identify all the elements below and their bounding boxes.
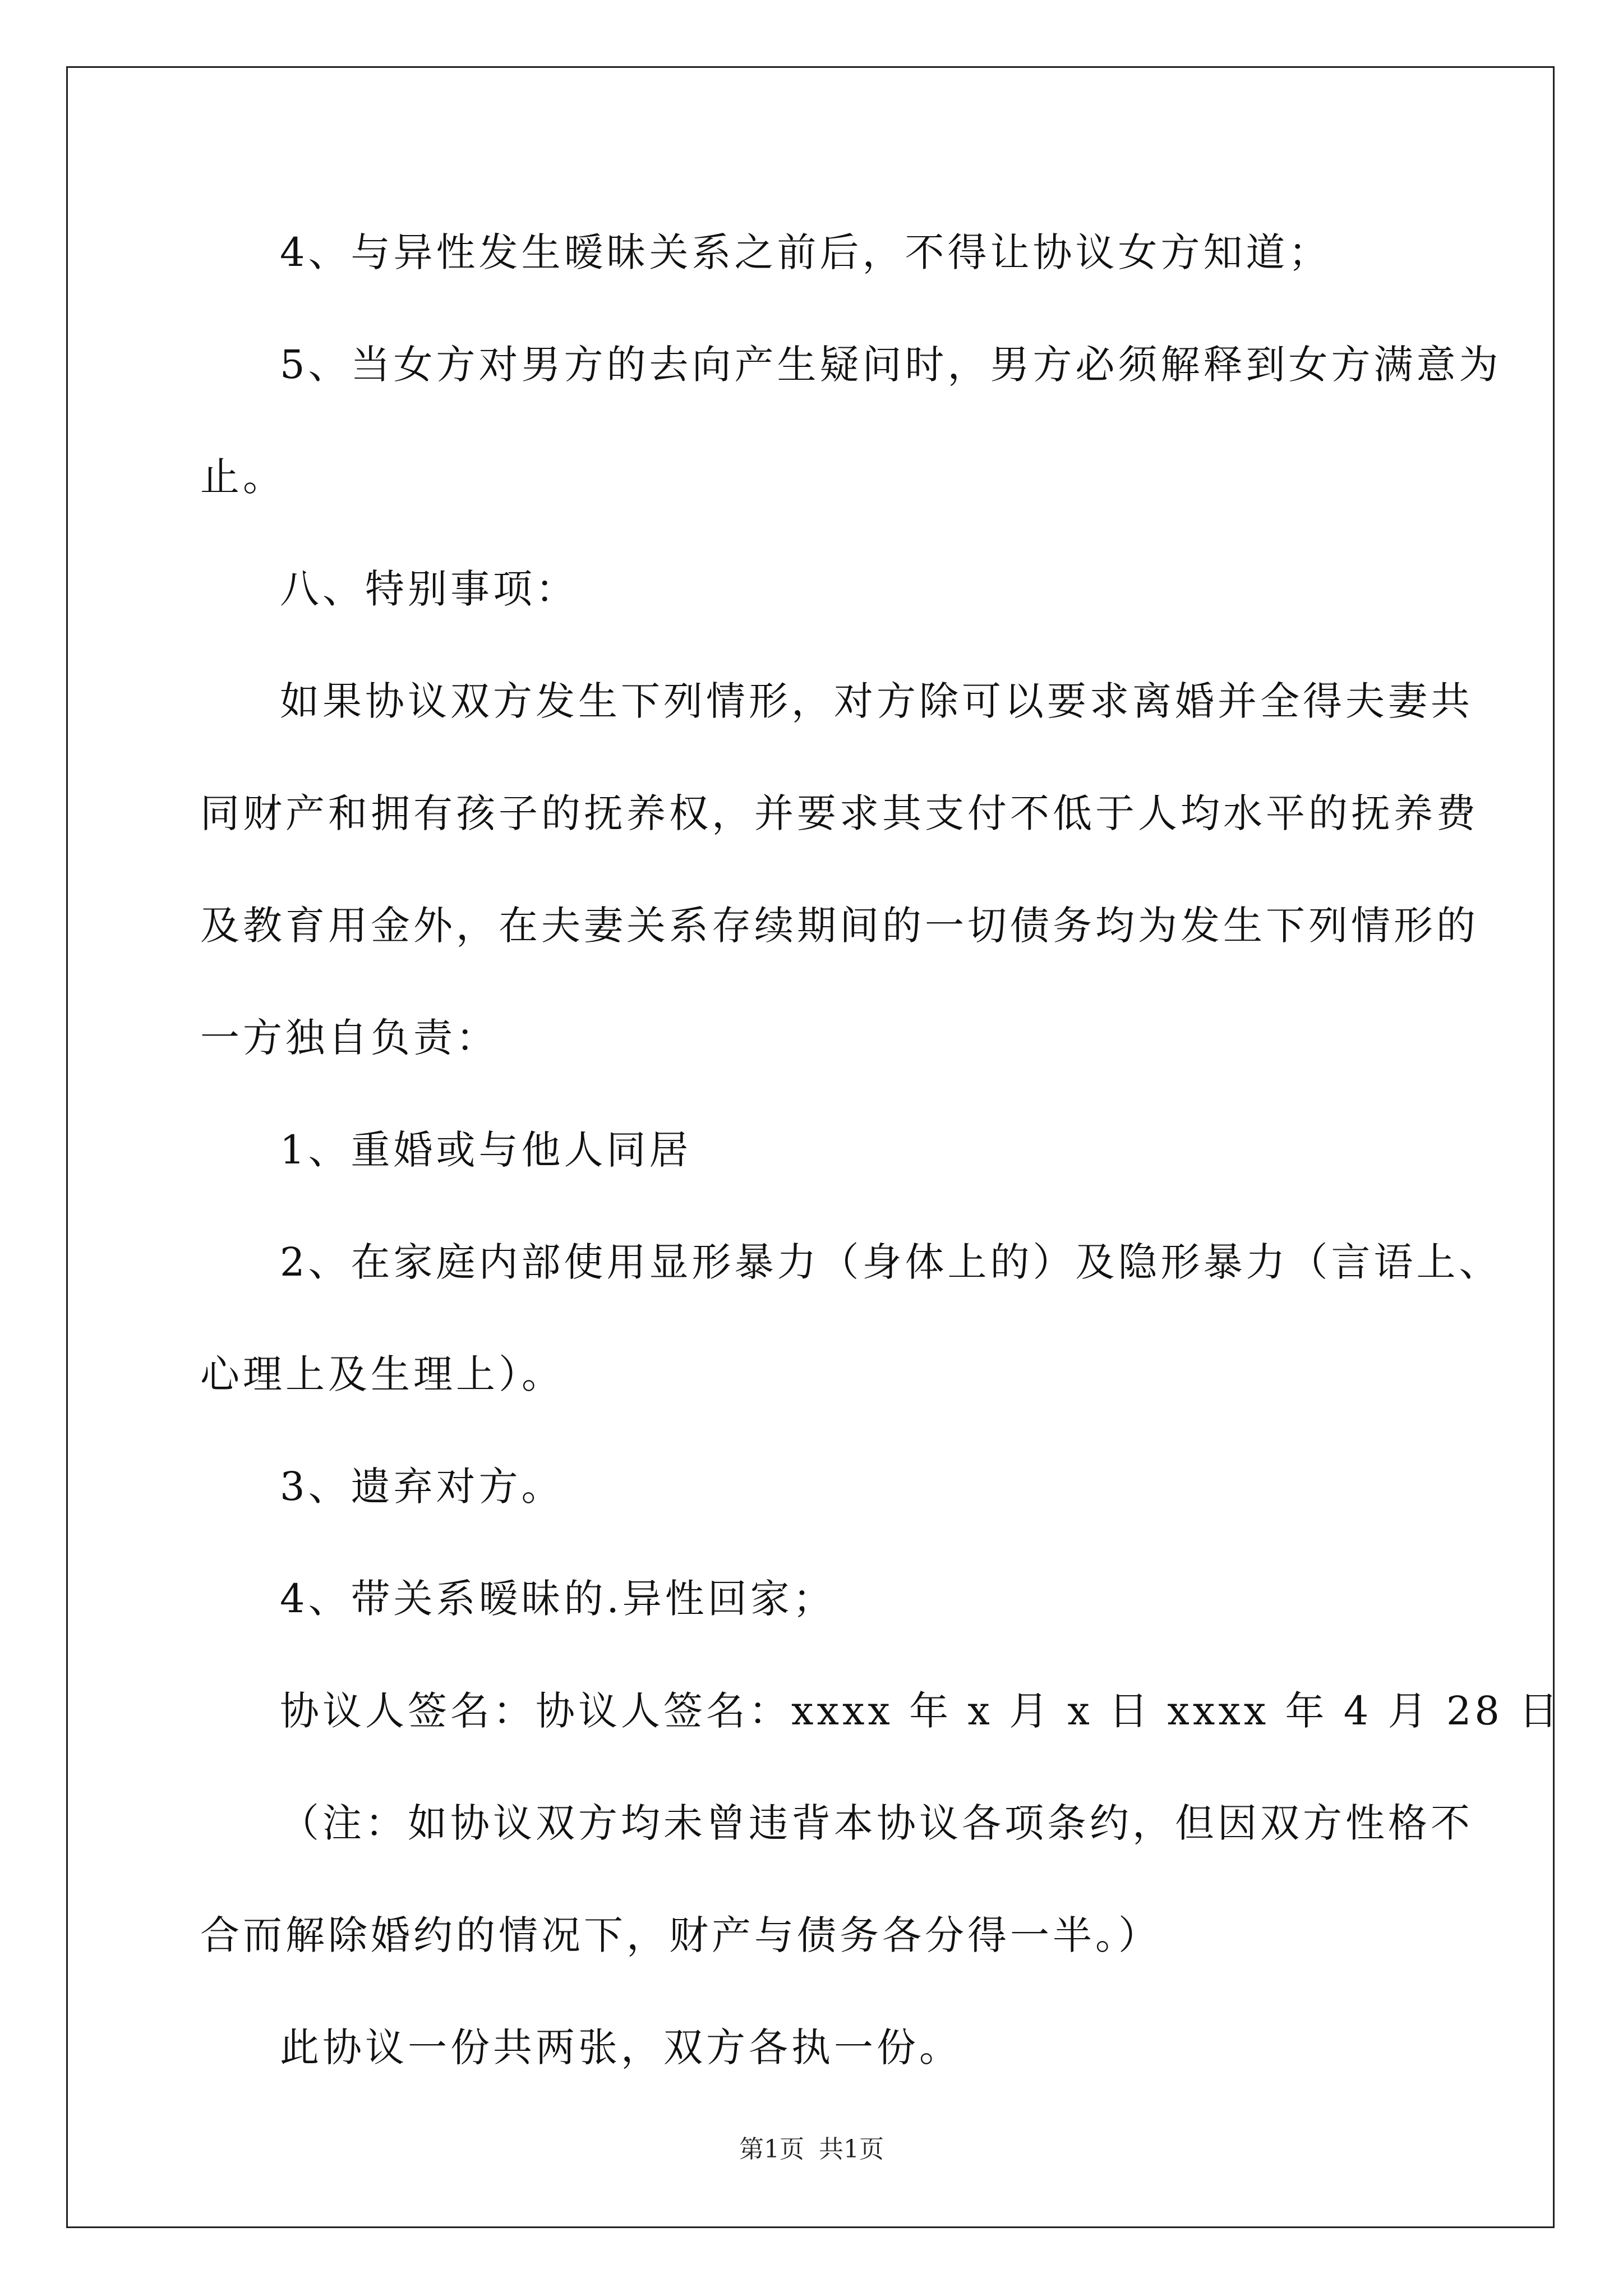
- clause-line: 一方独自负责：: [200, 1015, 499, 1061]
- note-line: 合而解除婚约的情况下，财产与债务各分得一半。）: [200, 1912, 1161, 1958]
- clause-line: 同财产和拥有孩子的抚养权，并要求其支付不低于人均水平的抚养费: [200, 790, 1479, 836]
- closing-line: 此协议一份共两张，双方各执一份。: [280, 2024, 962, 2070]
- list-item: 4、带关系暧昧的.异性回家；: [280, 1576, 836, 1622]
- clause-line: 止。: [200, 454, 285, 500]
- page-total: 共1页: [819, 2135, 884, 2164]
- clause-line: 及教育用金外，在夫妻关系存续期间的一切债务均为发生下列情形的: [200, 903, 1479, 949]
- clause-line: 4、与异性发生暧昧关系之前后，不得让协议女方知道；: [280, 229, 1331, 275]
- signature-line: 协议人签名：协议人签名：xxxx 年 x 月 x 日 xxxx 年 4 月 28 日: [280, 1688, 1562, 1734]
- clause-line: 如果协议双方发生下列情形，对方除可以要求离婚并全得夫妻共: [280, 678, 1473, 724]
- list-item: 心理上及生理上）。: [200, 1351, 564, 1397]
- list-item: 2、在家庭内部使用显形暴力（身体上的）及隐形暴力（言语上、: [280, 1239, 1502, 1285]
- list-item: 1、重婚或与他人同居: [280, 1127, 692, 1173]
- note-line: （注：如协议双方均未曾违背本协议各项条约，但因双方性格不: [280, 1800, 1473, 1846]
- page-footer: [0, 2129, 1623, 2165]
- page-number: 第1页: [739, 2135, 804, 2164]
- list-item: 3、遗弃对方。: [280, 1464, 564, 1510]
- section-heading: 八、特别事项：: [280, 566, 578, 612]
- document-body: [200, 196, 1562, 2104]
- clause-line: 5、当女方对男方的去向产生疑问时，男方必须解释到女方满意为: [280, 342, 1502, 388]
